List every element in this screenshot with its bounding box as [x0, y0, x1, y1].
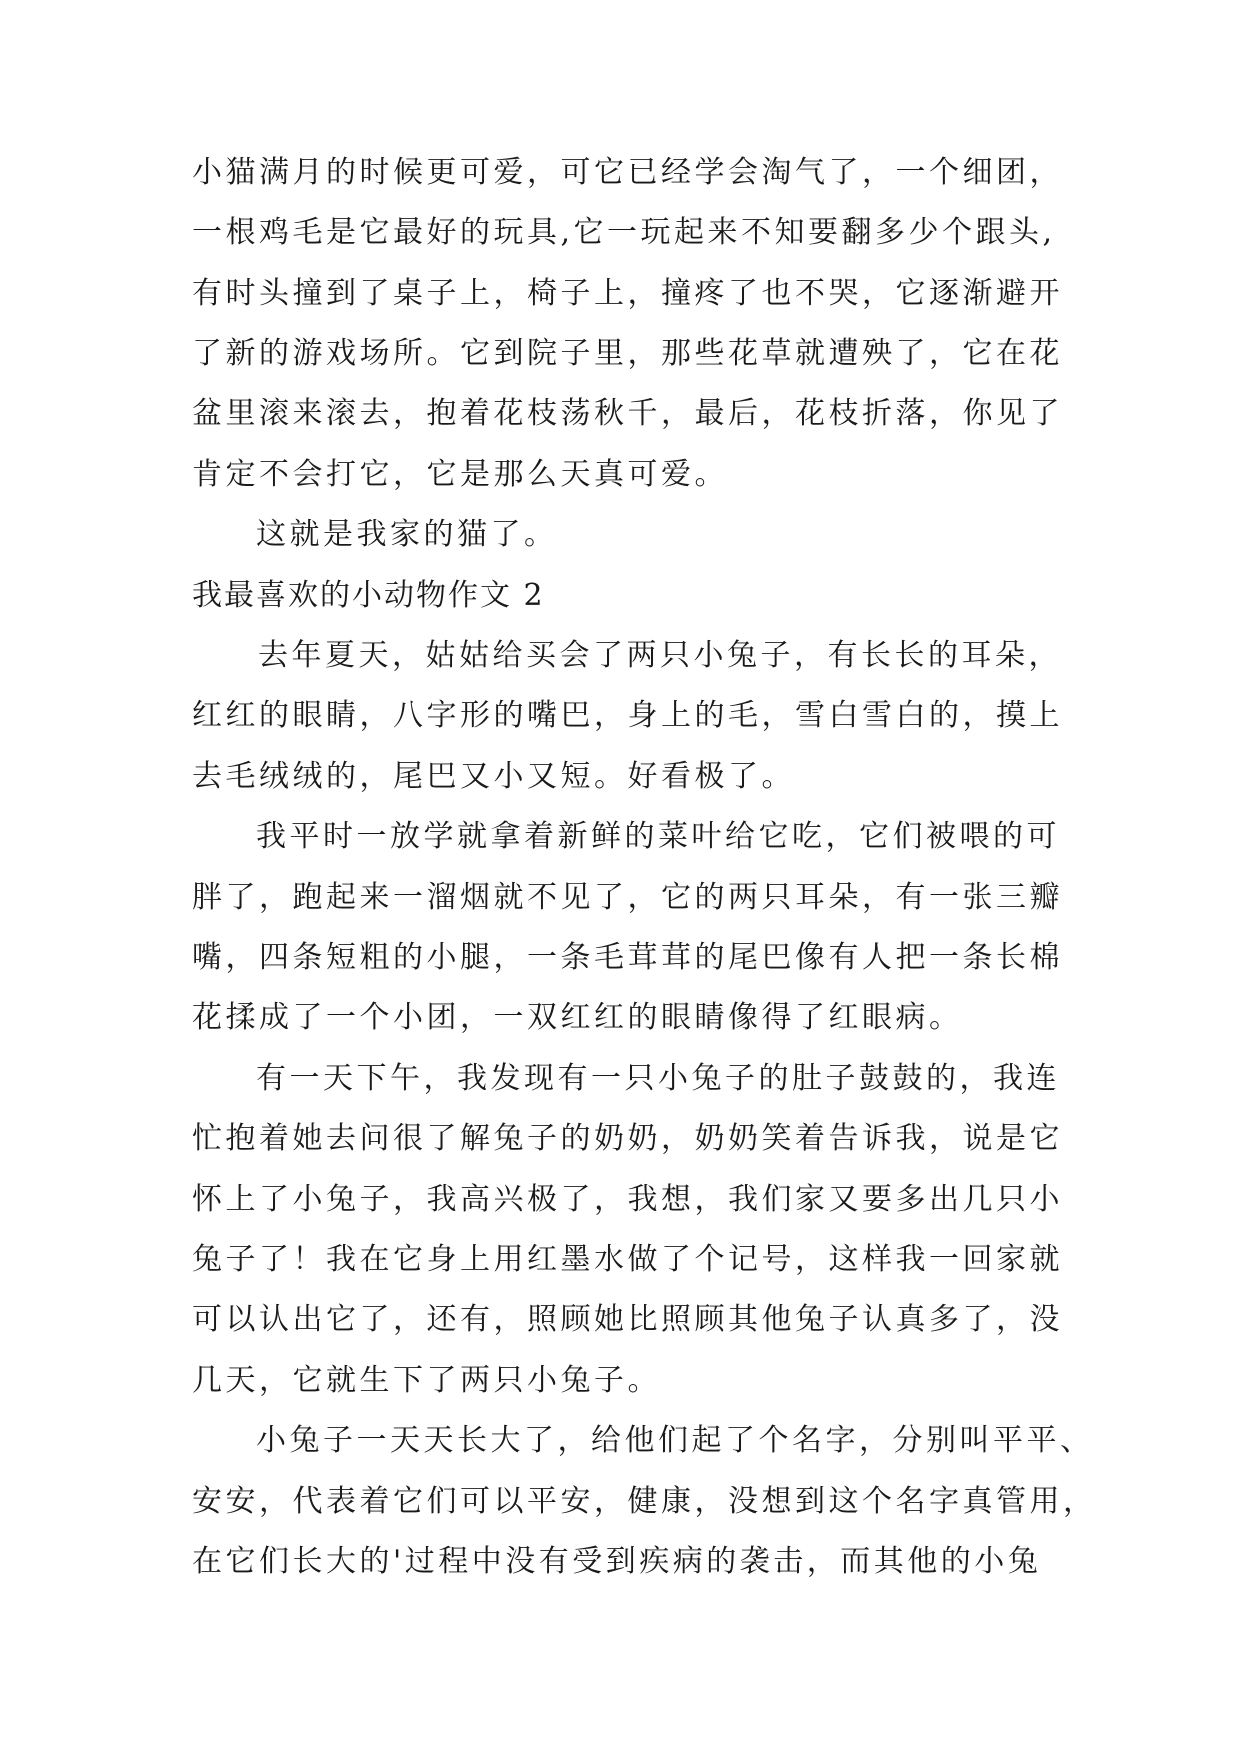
text-line: 怀上了小兔子，我高兴极了，我想，我们家又要多出几只小 — [192, 1182, 1063, 1217]
text-line: 去年夏天，姑姑给买会了两只小兔子，有长长的耳朵， — [258, 638, 1062, 673]
text-line: 安安，代表着它们可以平安，健康，没想到这个名字真管用， — [192, 1484, 1097, 1519]
text-line: 小猫满月的时候更可爱，可它已经学会淘气了，一个细团， — [192, 155, 1063, 190]
text-line: 盆里滚来滚去，抱着花枝荡秋千，最后，花枝折落，你见了 — [192, 396, 1063, 431]
text-line: 肯定不会打它，它是那么天真可爱。 — [192, 457, 728, 492]
text-line: 一根鸡毛是它最好的玩具,它一玩起来不知要翻多少个跟头, — [192, 215, 1056, 250]
text-line: 胖了，跑起来一溜烟就不见了，它的两只耳朵，有一张三瓣 — [192, 880, 1063, 915]
text-line: 小兔子一天天长大了，给他们起了个名字，分别叫平平、 — [256, 1423, 1094, 1458]
text-line: 有时头撞到了桌子上，椅子上，撞疼了也不哭，它逐渐避开 — [192, 276, 1063, 311]
text-line: 这就是我家的猫了。 — [256, 517, 558, 552]
text-line: 兔子了！我在它身上用红墨水做了个记号，这样我一回家就 — [192, 1242, 1063, 1277]
text-line: 在它们长大的'过程中没有受到疾病的袭击，而其他的小兔 — [192, 1544, 1042, 1579]
text-line: 可以认出它了，还有，照顾她比照顾其他兔子认真多了，没 — [192, 1302, 1063, 1337]
text-line: 有一天下午，我发现有一只小兔子的肚子鼓鼓的，我连 — [256, 1061, 1060, 1096]
section-title: 我最喜欢的小动物作文 2 — [192, 578, 545, 613]
text-line: 忙抱着她去问很了解兔子的奶奶，奶奶笑着告诉我，说是它 — [192, 1121, 1063, 1156]
text-line: 了新的游戏场所。它到院子里，那些花草就遭殃了，它在花 — [192, 336, 1063, 371]
text-line: 去毛绒绒的，尾巴又小又短。好看极了。 — [192, 759, 795, 794]
text-line: 花揉成了一个小团，一双红红的眼睛像得了红眼病。 — [192, 1000, 963, 1035]
text-line: 红红的眼睛，八字形的嘴巴，身上的毛，雪白雪白的，摸上 — [192, 698, 1063, 733]
text-line: 嘴，四条短粗的小腿，一条毛茸茸的尾巴像有人把一条长棉 — [192, 940, 1063, 975]
text-line: 我平时一放学就拿着新鲜的菜叶给它吃，它们被喂的可 — [256, 819, 1060, 854]
text-line: 几天，它就生下了两只小兔子。 — [192, 1363, 661, 1398]
